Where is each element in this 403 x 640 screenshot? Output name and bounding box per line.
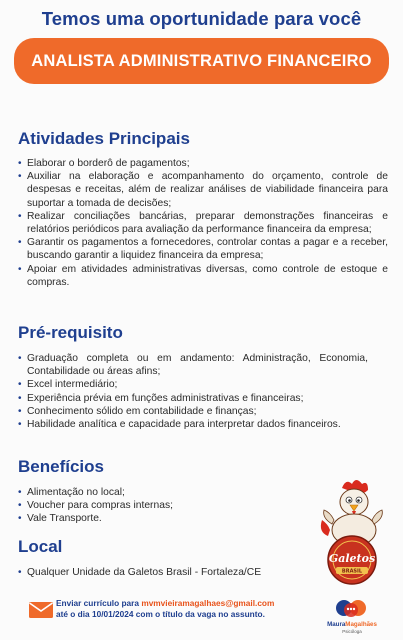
section-title-local: Local [18, 537, 63, 556]
list-item: • Vale Transporte. [18, 513, 102, 525]
section-title-beneficios: Benefícios [18, 457, 104, 476]
footer-contact [28, 596, 328, 626]
footer-text [56, 598, 336, 620]
galetos-logo-sub: BRASIL [341, 568, 363, 575]
contact-email: mvmvieiramagalhaes@gmail.com [141, 598, 275, 608]
job-title-banner [14, 38, 389, 84]
galetos-logo-text: Galetos [328, 552, 376, 565]
local-list [18, 566, 308, 579]
bullet-icon: • [18, 263, 22, 275]
job-title: ANALISTA ADMINISTRATIVO FINANCEIRO [31, 51, 372, 70]
bullet-icon: • [18, 513, 22, 525]
bullet-icon: • [18, 392, 22, 404]
bullet-icon: • [18, 171, 22, 183]
bullet-icon: • [18, 379, 22, 391]
list-item: • Apoiar em atividades administrativas diversas, como controle de estoque e compras. [18, 263, 388, 288]
list-item: • Auxiliar na elaboração e acompanhamento do orçamento, controle de despesas e receitas, além de realizar análises de viabilidade financeira para suportar a tomada de decisões; [18, 171, 388, 209]
mm-logo-text: MauraMagalhães [327, 621, 377, 628]
bullet-icon: • [18, 419, 22, 431]
mm-logo-sub: Psicóloga [342, 629, 362, 634]
section-title-atividades: Atividades Principais [18, 129, 190, 148]
list-item: • Garantir os pagamentos a fornecedores, controlar contas a pagar e a receber, buscando garantir a liquidez financeira da empresa; [18, 237, 388, 262]
footer-line-2: até o dia 10/01/2024 com o título da vaga no assunto. [56, 609, 265, 619]
list-item: • Elaborar o borderô de pagamentos; [18, 158, 190, 169]
list-item: • Qualquer Unidade da Galetos Brasil - Fortaleza/CE [18, 567, 262, 578]
list-item: • Excel intermediário; [18, 379, 118, 391]
bullet-icon: • [18, 405, 22, 417]
bullet-icon: • [18, 500, 22, 512]
list-item: • Realizar conciliações bancárias, preparar demonstrações financeiras e relatórios periódicos para avaliação da performance financeira da empresa; [18, 210, 388, 236]
list-item: • Conhecimento sólido em contabilidade e finanças; [18, 405, 257, 417]
list-item: • Habilidade analítica e capacidade para interpretar dados financeiros. [18, 419, 341, 431]
list-item: • Alimentação no local; [18, 487, 125, 498]
speech-bubbles-icon [322, 596, 382, 622]
prerequisito-list [18, 352, 368, 431]
list-item: • Graduação completa ou em andamento: Administração, Economia, Contabilidade ou áreas afins; [18, 353, 368, 378]
atividades-list [18, 157, 388, 289]
headline: Temos uma oportunidade para você [41, 8, 362, 29]
bullet-icon: • [18, 353, 22, 364]
bullet-icon: • [18, 487, 22, 498]
list-item: • Experiência prévia em funções administrativas e financeiras; [18, 392, 304, 404]
list-item: • Voucher para compras internas; [18, 500, 173, 512]
footer-line-1 [56, 598, 336, 609]
galetos-rooster-logo [316, 474, 388, 590]
footer-prefix: Enviar currículo para [56, 598, 142, 608]
bullet-icon: • [18, 210, 22, 222]
bullet-icon: • [18, 237, 22, 249]
bullet-icon: • [18, 158, 22, 169]
bullet-icon: • [18, 567, 22, 578]
section-title-prerequisito: Pré-requisito [18, 323, 123, 342]
envelope-icon [28, 600, 54, 620]
beneficios-list [18, 486, 268, 526]
maura-magalhaes-logo [322, 596, 382, 636]
